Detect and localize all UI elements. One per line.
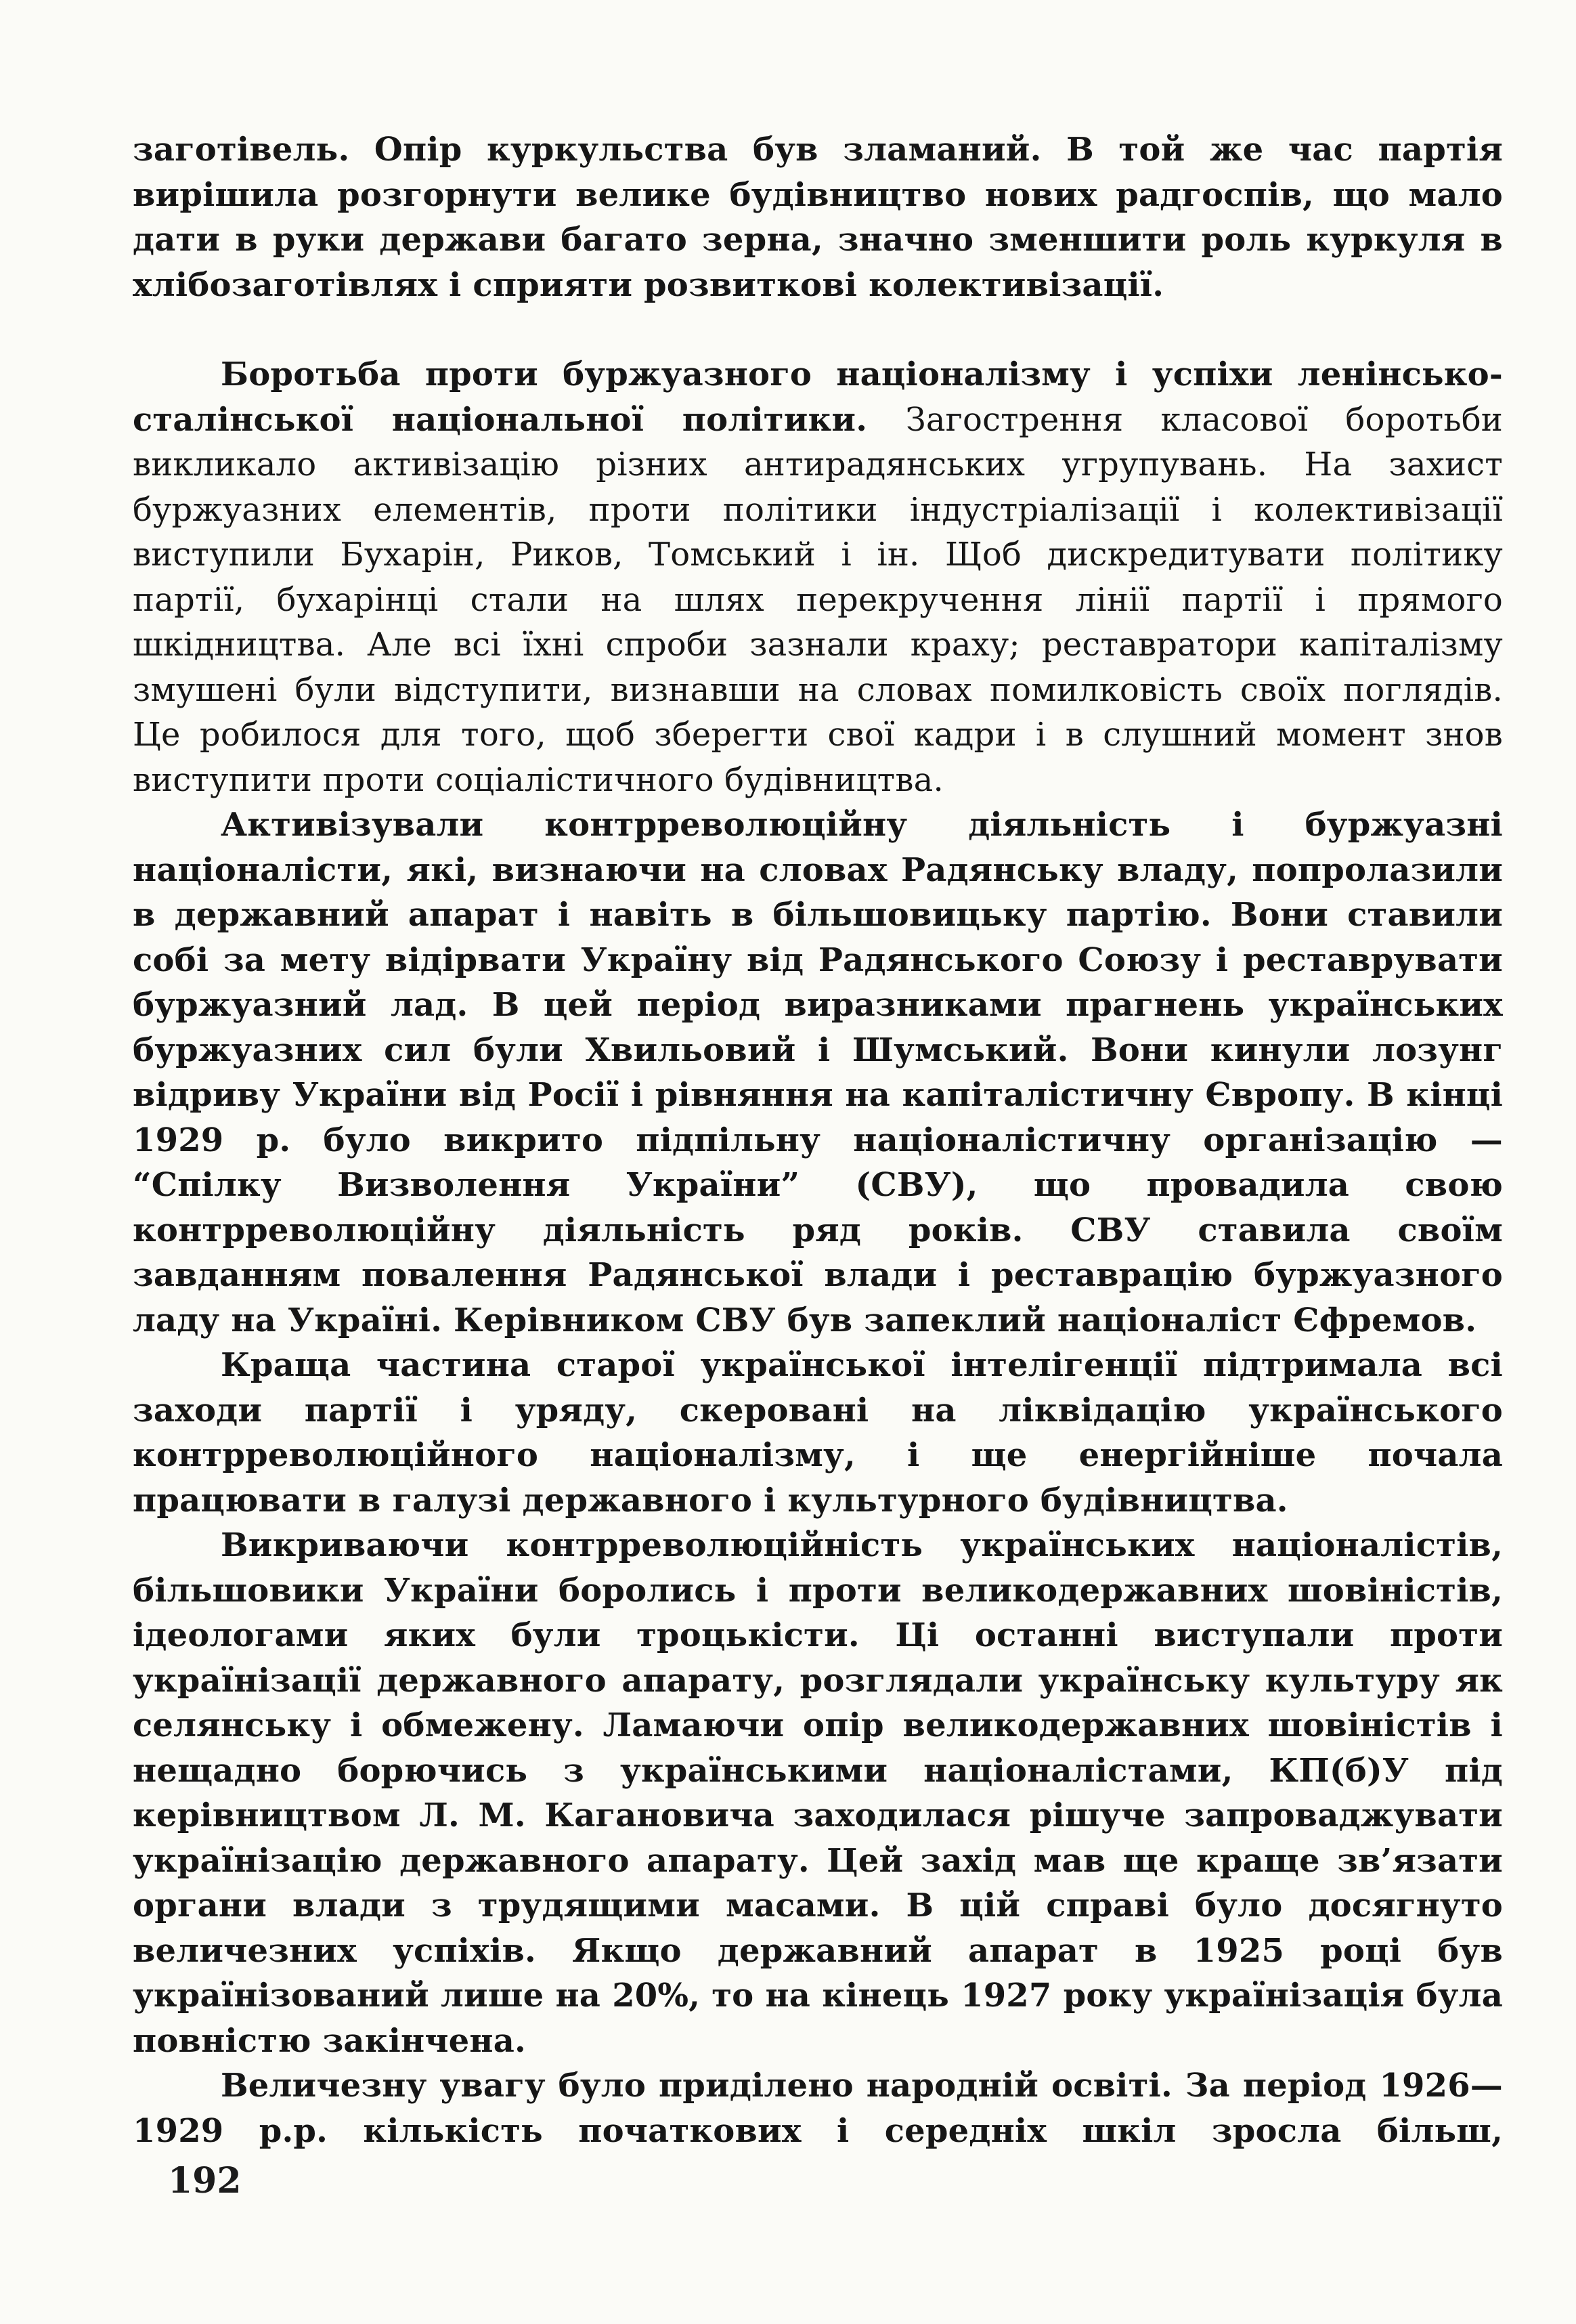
paragraph-1-text: заготівель. Опір куркульства був зламаний. В той же час партія вирішила розгорнути велике будівництво нових радгоспів, що мало дати в руки держави багато зерна, значно зменшити роль куркуля в хлібозаготівлях і сприяти розвиткові колективізації.: [133, 131, 1503, 304]
paragraph-1: [133, 127, 1503, 307]
paragraph-3-text: Активізували контрреволюційну діяльність і буржуазні націоналісти, які, визнаючи на словах Радянську владу, попролазили в державний апарат і навіть в більшовицьку партію. Вони ставили собі за мету відірвати Україну від Радянського Союзу і реставрувати буржуазний лад. В цей період виразниками прагнень українських буржуазних сил були Хвильовий і Шумський. Вони кинули лозунг відриву України від Росії і рівняння на капіталістичну Європу. В кінці 1929 р. було викрито підпільну націоналістичну організацію — “Спілку Визволення України” (СВУ), що провадила свою контрреволюційну діяльність ряд років. СВУ ставила своїм завданням повалення Радянської влади і реставрацію буржуазного ладу на Україні. Керівником СВУ був запеклий націоналіст Єфремов.: [133, 806, 1503, 1339]
page-number: 192: [168, 2160, 242, 2201]
paragraph-2: [133, 352, 1503, 802]
paragraph-6: [133, 2063, 1503, 2153]
paragraph-3: [133, 802, 1503, 1343]
paragraph-6-text: Величезну увагу було приділено народній освіті. За період 1926—1929 р.р. кількість початкових і середніх шкіл зросла більш,: [133, 2067, 1503, 2150]
paragraph-4-text: Краща частина старої української інтелігенції підтримала всі заходи партії і уряду, скеровані на ліквідацію українського контрреволюційного націоналізму, і ще енергійніше почала працювати в галузі державного і культурного будівництва.: [133, 1346, 1503, 1520]
paragraph-4: [133, 1343, 1503, 1523]
paragraph-2-text: Загострення класової боротьби викликало активізацію різних антирадянських угрупувань. На захист буржуазних елементів, проти політики індустріалізації і колективізації виступили Бухарін, Риков, Томський і ін. Щоб дискредитувати політику партії, бухарінці стали на шлях перекручення лінії партії і прямого шкідництва. Але всі їхні спроби зазнали краху; реставратори капіталізму змушені були відступити, визнавши на словах помилковість своїх поглядів. Це робилося для того, щоб зберегти свої кадри і в слушний момент знов виступити проти соціалістичного будівництва.: [133, 400, 1503, 799]
section-heading: Боротьба проти буржуазного націоналізму і успіхи ленінсько-сталінської національної політики.: [133, 356, 1503, 439]
paragraph-5-text: Викриваючи контрреволюційність українських націоналістів, більшовики України боролись і проти великодержавних шовіністів, ідеологами яких були троцькісти. Ці останні виступали проти українізації державного апарату, розглядали українську культуру як селянську і обмежену. Ламаючи опір великодержавних шовіністів і нещадно борючись з українськими націоналістами, КП(б)У під керівництвом Л. М. Кагановича заходилася рішуче запроваджувати українізацію державного апарату. Цей захід мав ще краще зв’язати органи влади з трудящими масами. В цій справі було досягнуто величезних успіхів. Якщо державний апарат в 1925 році був українізований лише на 20%, то на кінець 1927 року українізація була повністю закінчена.: [133, 1526, 1503, 2060]
paragraph-5: [133, 1523, 1503, 2063]
page-text: [133, 127, 1503, 2153]
